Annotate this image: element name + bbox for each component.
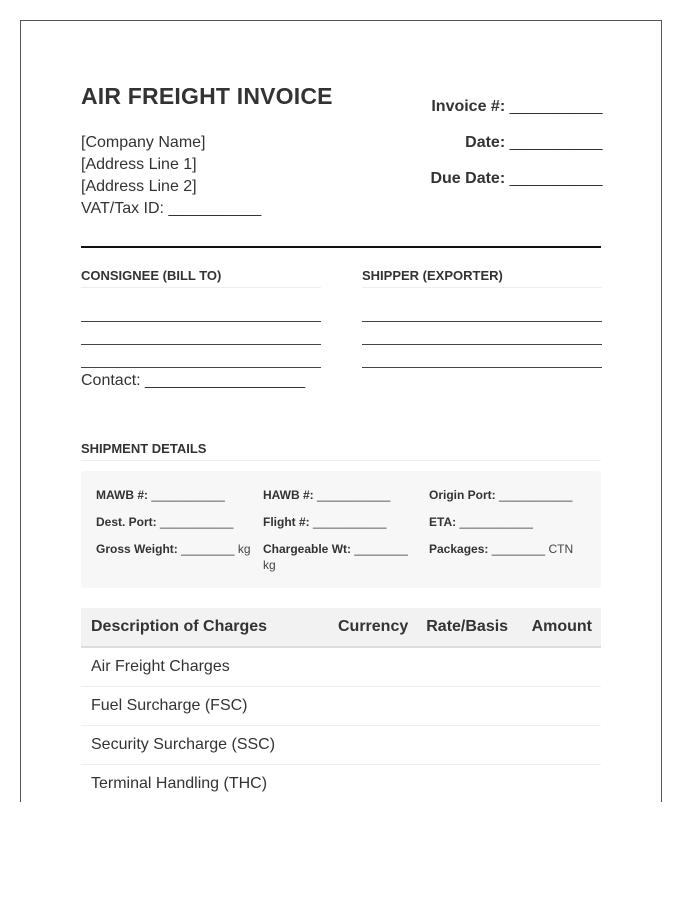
dest-port-field[interactable] — [96, 514, 233, 530]
invoice-page — [20, 20, 662, 802]
company-name: [Company Name] — [81, 134, 206, 151]
packages-label: Packages: — [429, 542, 489, 556]
shipper-heading: SHIPPER (EXPORTER) — [362, 268, 602, 288]
packages-unit: CTN — [548, 542, 574, 556]
date-row — [342, 134, 602, 152]
charges-header-row — [81, 608, 601, 647]
mawb-label: MAWB #: — [96, 488, 148, 502]
packages-field[interactable] — [429, 541, 573, 557]
mawb-field[interactable] — [96, 487, 225, 503]
table-row — [81, 765, 601, 803]
charge-currency[interactable] — [329, 765, 417, 803]
eta-field[interactable] — [429, 514, 533, 530]
chargeable-weight-field[interactable] — [263, 541, 423, 573]
shipment-details-box — [81, 471, 601, 588]
charge-rate[interactable] — [417, 726, 517, 765]
invoice-meta — [342, 98, 602, 188]
chargeable-weight-blank: ________ — [354, 542, 408, 556]
vat-label: VAT/Tax ID: — [81, 200, 164, 217]
table-row — [81, 687, 601, 726]
company-address-line-2: [Address Line 2] — [81, 178, 197, 195]
charge-amount[interactable] — [517, 647, 601, 687]
hawb-label: HAWB #: — [263, 488, 314, 502]
packages-blank: ________ — [491, 542, 546, 556]
vat-tax-id — [81, 198, 261, 220]
charge-amount[interactable] — [517, 687, 601, 726]
invoice-number-field[interactable]: ___________ — [509, 98, 602, 115]
shipment-details-heading: SHIPMENT DETAILS — [81, 441, 601, 461]
hawb-field[interactable] — [263, 487, 390, 503]
company-address-line-1: [Address Line 1] — [81, 156, 197, 173]
contact-label: Contact: — [81, 372, 141, 389]
gross-weight-blank: ________ — [181, 542, 235, 556]
charge-rate[interactable] — [417, 765, 517, 803]
contact-field[interactable]: ___________________ — [145, 372, 305, 389]
dest-port-label: Dest. Port: — [96, 515, 157, 529]
eta-label: ETA: — [429, 515, 457, 529]
vat-field[interactable]: ___________ — [168, 200, 261, 217]
col-description: Description of Charges — [81, 608, 329, 647]
invoice-number-row — [342, 98, 602, 116]
origin-port-field[interactable] — [429, 487, 572, 503]
due-date-row — [342, 170, 602, 188]
origin-port-blank: ___________ — [499, 488, 573, 502]
charge-description: Terminal Handling (THC) — [81, 765, 329, 803]
charges-table — [81, 608, 601, 802]
charge-rate[interactable] — [417, 687, 517, 726]
flight-blank: ___________ — [313, 515, 387, 529]
shipper-line-2[interactable] — [362, 322, 602, 345]
due-date-field[interactable]: ___________ — [509, 170, 602, 187]
charge-currency[interactable] — [329, 647, 417, 687]
date-label: Date: — [465, 134, 506, 151]
date-field[interactable]: ___________ — [509, 134, 602, 151]
shipper-line-3[interactable] — [362, 345, 602, 368]
chargeable-weight-label: Chargeable Wt: — [263, 542, 352, 556]
table-row — [81, 647, 601, 687]
charge-currency[interactable] — [329, 726, 417, 765]
charge-rate[interactable] — [417, 647, 517, 687]
mawb-blank: ___________ — [151, 488, 225, 502]
charge-amount[interactable] — [517, 726, 601, 765]
consignee-line-1[interactable] — [81, 299, 321, 322]
flight-field[interactable] — [263, 514, 386, 530]
consignee-line-3[interactable] — [81, 345, 321, 368]
gross-weight-unit: kg — [237, 542, 251, 556]
charge-description: Security Surcharge (SSC) — [81, 726, 329, 765]
shipper-section — [362, 268, 602, 368]
consignee-contact — [81, 372, 321, 390]
col-rate-basis: Rate/Basis — [417, 608, 517, 647]
charge-amount[interactable] — [517, 765, 601, 803]
dest-port-blank: ___________ — [160, 515, 234, 529]
table-row — [81, 726, 601, 765]
origin-port-label: Origin Port: — [429, 488, 496, 502]
gross-weight-field[interactable] — [96, 541, 251, 557]
gross-weight-label: Gross Weight: — [96, 542, 178, 556]
flight-label: Flight #: — [263, 515, 310, 529]
eta-blank: ___________ — [459, 515, 533, 529]
header-divider — [81, 246, 601, 248]
charge-description: Air Freight Charges — [81, 647, 329, 687]
consignee-section — [81, 268, 321, 390]
col-amount: Amount — [517, 608, 601, 647]
charge-currency[interactable] — [329, 687, 417, 726]
consignee-heading: CONSIGNEE (BILL TO) — [81, 268, 321, 288]
company-block — [81, 132, 261, 220]
charge-description: Fuel Surcharge (FSC) — [81, 687, 329, 726]
due-date-label: Due Date: — [430, 170, 506, 187]
hawb-blank: ___________ — [317, 488, 391, 502]
invoice-title: AIR FREIGHT INVOICE — [81, 83, 333, 109]
consignee-line-2[interactable] — [81, 322, 321, 345]
chargeable-weight-unit: kg — [263, 558, 276, 572]
shipper-line-1[interactable] — [362, 299, 602, 322]
invoice-number-label: Invoice #: — [431, 98, 506, 115]
col-currency: Currency — [329, 608, 417, 647]
